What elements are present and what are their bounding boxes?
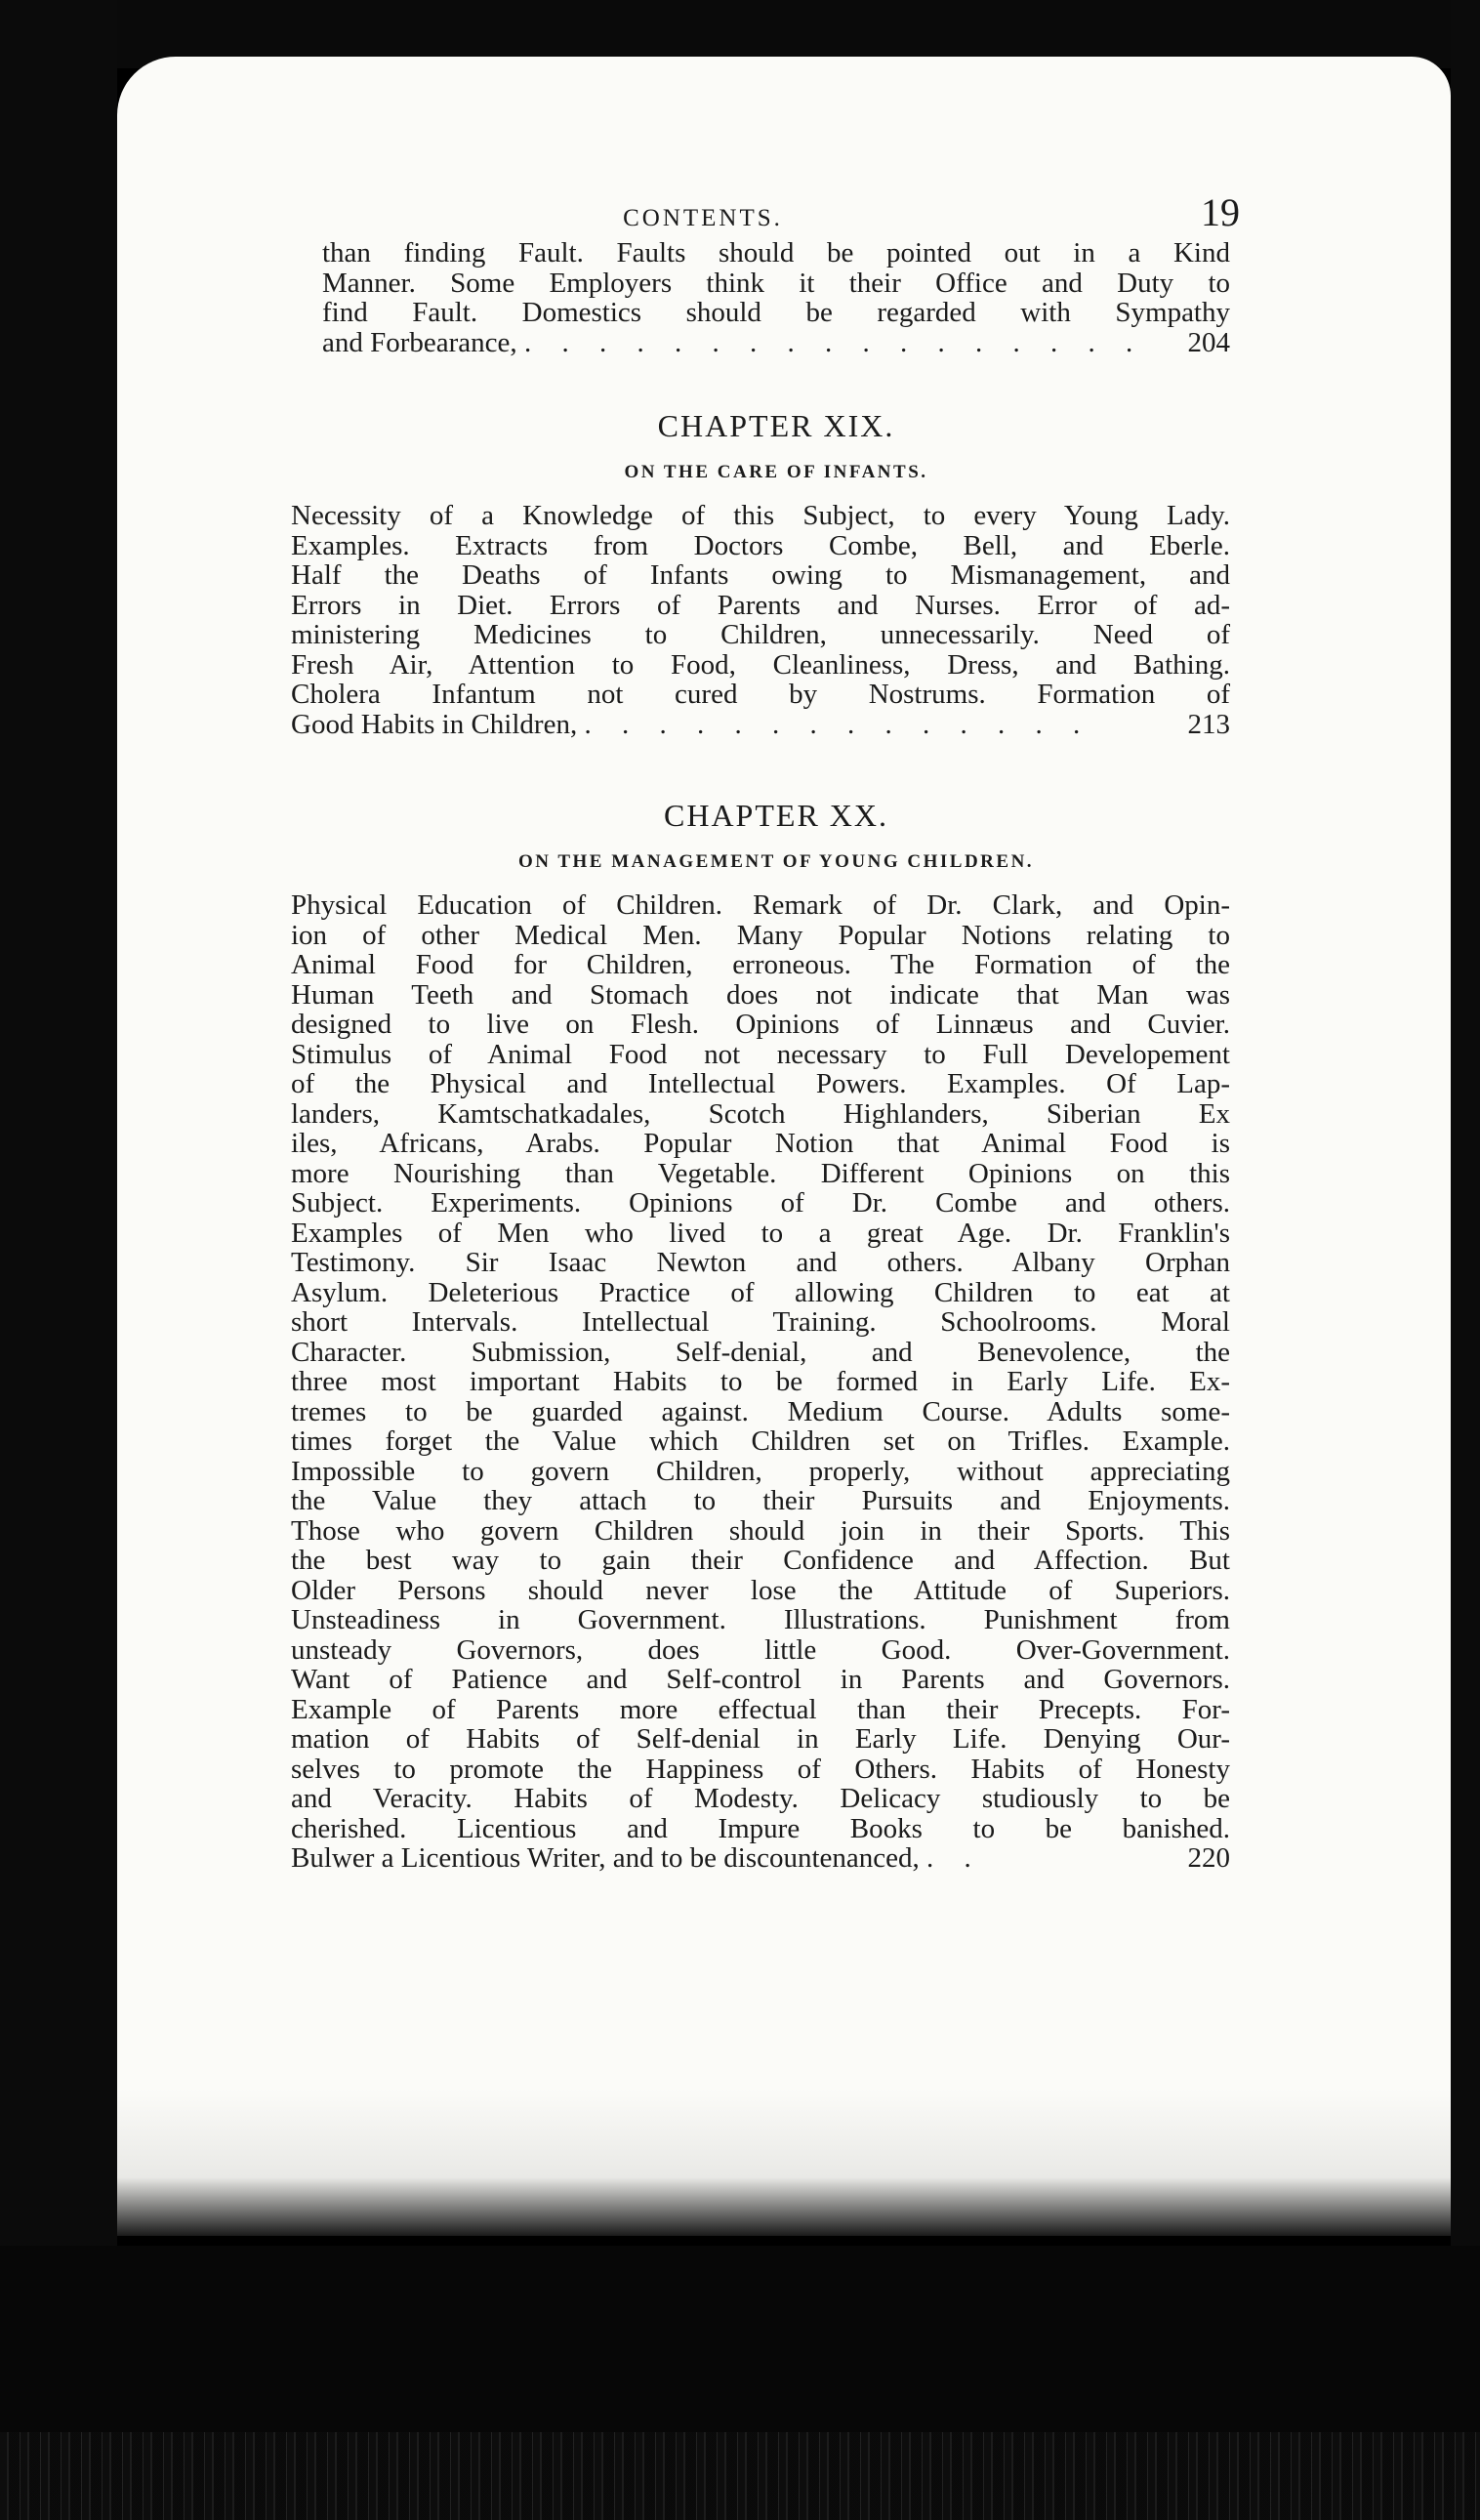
running-title: CONTENTS. [623,205,783,231]
entry-line: three most important Habits to be formed in Early Life. Ex- [291,1366,1230,1397]
entry-last-text: and Forbearance, [322,326,517,358]
entry-last-line [291,708,1230,740]
entry-line: the Value they attach to their Pursuits and Enjoyments. [291,1485,1230,1516]
entry-line: Those who govern Children should join in their Sports. This [291,1514,1230,1547]
entry-line: unsteady Governors, does little Good. Over-Government. [291,1633,1230,1666]
entry-page-number: 213 [1187,708,1230,740]
entry-line: Asylum. Deleterious Practice of allowing Children to eat at [291,1276,1230,1308]
entry-line: the best way to gain their Confidence and Affection. But [291,1545,1230,1576]
entry-line: Fresh Air, Attention to Food, Cleanliness, Dress, and Bathing. [291,648,1230,681]
entry-line: landers, Kamtschatkadales, Scotch Highlanders, Siberian Ex [291,1097,1230,1130]
scan-border-bottom [0,2246,1480,2520]
entry-line: Impossible to govern Children, properly, without appreciating [291,1455,1230,1487]
entry-line: times forget the Value which Children set on Trifles. Example. [291,1425,1230,1457]
entry-line: Manner. Some Employers think it their Office and Duty to [322,267,1230,299]
leader-dots: . . . . . . . . . . . . . . [584,708,1092,740]
entry-line: short Intervals. Intellectual Training. Schoolrooms. Moral [291,1306,1230,1338]
entry-line: Examples of Men who lived to a great Age. Dr. Franklin's [291,1217,1230,1249]
entry-line: Physical Education of Children. Remark of Dr. Clark, and Opin- [291,889,1230,921]
page-content [176,176,1240,1874]
entry-line: Example of Parents more effectual than their Precepts. For- [291,1693,1230,1725]
entry-line: find Fault. Domestics should be regarded with Sympathy [322,297,1230,328]
entry-line: iles, Africans, Arabs. Popular Notion that Animal Food is [291,1128,1230,1159]
toc-entry-continued [322,238,1230,357]
entry-line: more Nourishing than Vegetable. Different Opinions on this [291,1157,1230,1189]
entry-line: Animal Food for Children, erroneous. The Formation of the [291,949,1230,980]
chapter-heading: CHAPTER XIX. [657,408,895,443]
entry-line: Character. Submission, Self-denial, and Benevolence, the [291,1336,1230,1368]
page-number: 19 [1201,190,1240,234]
entry-last-line [322,328,1230,358]
scan-noise [0,2432,1480,2520]
entry-page-number: 204 [1187,326,1230,358]
entry-line: Examples. Extracts from Doctors Combe, Bell, and Eberle. [291,529,1230,561]
entry-line: mation of Habits of Self-denial in Early Life. Denying Our- [291,1723,1230,1755]
scan-border-right [1451,0,1480,2520]
entry-line: selves to promote the Happiness of Others. Habits of Honesty [291,1753,1230,1785]
entry-page-number: 220 [1187,1842,1230,1874]
entry-line: Testimony. Sir Isaac Newton and others. Albany Orphan [291,1247,1230,1278]
entry-line: Stimulus of Animal Food not necessary to Full Developement [291,1038,1230,1070]
entry-line: cherished. Licentious and Impure Books to be banished. [291,1812,1230,1844]
entry-line: Human Teeth and Stomach does not indicate that Man was [291,978,1230,1011]
entry-line: ion of other Medical Men. Many Popular Notions relating to [291,919,1230,951]
chapter-subtitle: ON THE MANAGEMENT OF YOUNG CHILDREN. [517,851,1035,872]
chapter-heading: CHAPTER XX. [663,798,888,833]
entry-line: than finding Fault. Faults should be pointed out in a Kind [322,237,1230,269]
entry-line: designed to live on Flesh. Opinions of Linnæus and Cuvier. [291,1009,1230,1040]
entry-line: Older Persons should never lose the Attitude of Superiors. [291,1574,1230,1606]
toc-entry [291,501,1230,739]
entry-last-line [291,1842,1230,1874]
page-bottom-edge [117,2089,1451,2236]
entry-last-text: Good Habits in Children, [291,708,578,740]
toc-entry [291,890,1230,1874]
page-header [176,176,1240,234]
entry-line: Want of Patience and Self-control in Parents and Governors. [291,1664,1230,1695]
entry-line: Errors in Diet. Errors of Parents and Nurses. Error of ad- [291,589,1230,621]
entry-line: of the Physical and Intellectual Powers. Examples. Of Lap- [291,1068,1230,1099]
entry-line: Cholera Infantum not cured by Nostrums. Formation of [291,679,1230,710]
entry-line: Half the Deaths of Infants owing to Mismanagement, and [291,559,1230,591]
entry-last-text: Bulwer a Licentious Writer, and to be discountenanced, [291,1842,920,1874]
chapter-subtitle: ON THE CARE OF INFANTS. [624,462,928,482]
entry-line: ministering Medicines to Children, unnecessarily. Need of [291,619,1230,650]
entry-line: Subject. Experiments. Opinions of Dr. Combe and others. [291,1187,1230,1219]
entry-line: and Veracity. Habits of Modesty. Delicacy studiously to be [291,1783,1230,1814]
leader-dots: . . [926,1842,983,1874]
leader-dots: . . . . . . . . . . . . . . . . . [523,326,1145,358]
scan-border-left [0,0,117,2520]
entry-line: Unsteadiness in Government. Illustrations. Punishment from [291,1604,1230,1635]
entry-line: tremes to be guarded against. Medium Course. Adults some- [291,1395,1230,1427]
entry-line: Necessity of a Knowledge of this Subject, to every Young Lady. [291,500,1230,531]
